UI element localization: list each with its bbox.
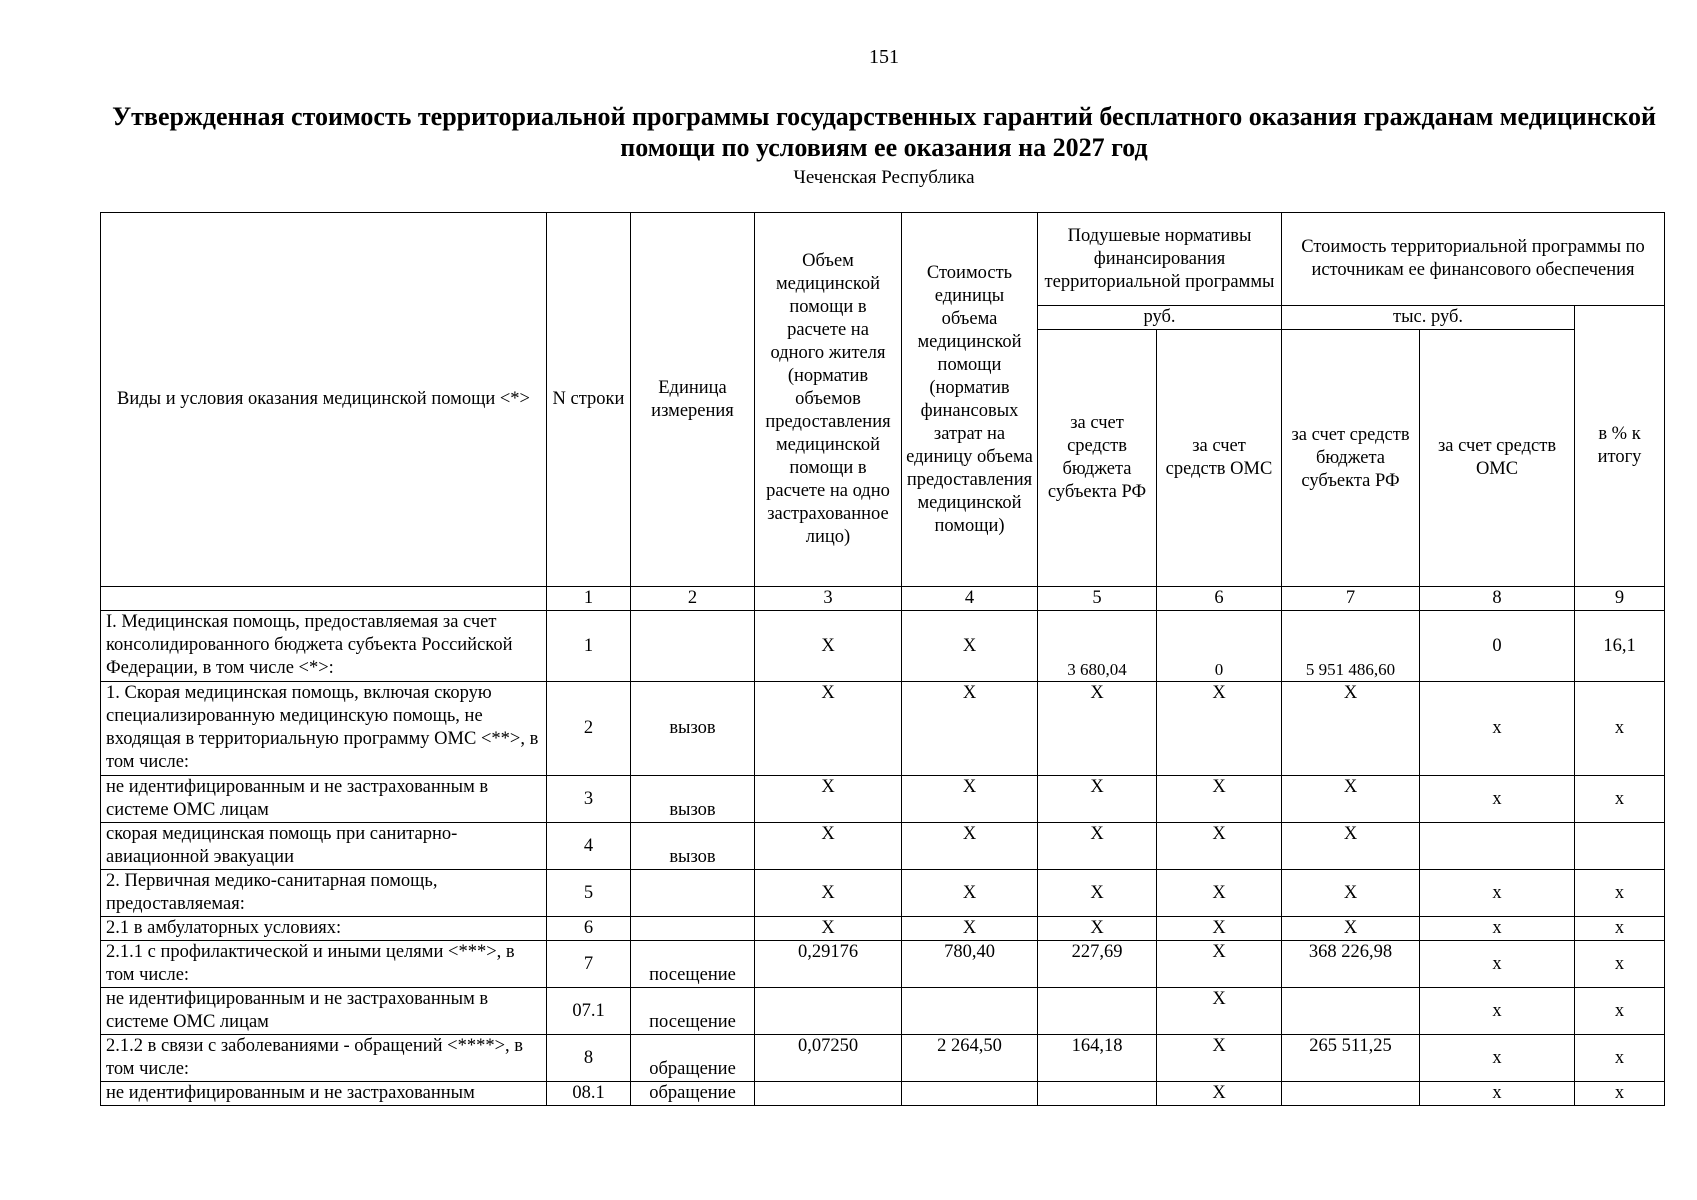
header-unit: Единица измерения [631, 213, 755, 587]
cell-cost-oms: х [1420, 776, 1575, 823]
cell-percent: х [1575, 776, 1665, 823]
cell-volume [755, 1082, 902, 1106]
row-name: 1. Скорая медицинская помощь, включая скорую специализированную медицинскую помощь, не входящая в территориальную программу ОМС <**>, в том числе: [101, 682, 547, 776]
cell-per-capita-budget [1038, 988, 1157, 1035]
table-row [101, 870, 1665, 917]
row-number: 6 [547, 917, 631, 941]
row-name: не идентифицированным и не застрахованным в системе ОМС лицам [101, 776, 547, 823]
row-number: 7 [547, 941, 631, 988]
cell-per-capita-oms: Х [1157, 823, 1282, 870]
cell-per-capita-budget: Х [1038, 776, 1157, 823]
header-volume: Объем медицинской помощи в расчете на одного жителя (норматив объемов предоставления медицинской помощи в расчете на одно застрахованное лицо) [755, 213, 902, 587]
page-number: 151 [869, 46, 899, 68]
cell-percent: х [1575, 1082, 1665, 1106]
cell-unit-cost: Х [902, 823, 1038, 870]
header-budget-rf: за счет средств бюджета субъекта РФ [1038, 330, 1157, 587]
header-oms: за счет средств ОМС [1157, 330, 1282, 587]
cell-per-capita-oms: Х [1157, 1082, 1282, 1106]
row-unit: вызов [631, 682, 755, 776]
row-name: не идентифицированным и не застрахованным в системе ОМС лицам [101, 988, 547, 1035]
cell-per-capita-oms: Х [1157, 682, 1282, 776]
table-row [101, 823, 1665, 870]
row-name: 2.1.2 в связи с заболеваниями - обращений <****>, в том числе: [101, 1035, 547, 1082]
header-row-number: N строки [547, 213, 631, 587]
cell-unit-cost [902, 1082, 1038, 1106]
cell-cost-budget [1282, 988, 1420, 1035]
cell-cost-oms: х [1420, 682, 1575, 776]
cell-per-capita-budget: 164,18 [1038, 1035, 1157, 1082]
cell-unit-cost: Х [902, 870, 1038, 917]
cell-cost-budget: Х [1282, 682, 1420, 776]
cell-volume: Х [755, 776, 902, 823]
table-row [101, 1082, 1665, 1106]
cell-cost-oms: х [1420, 1035, 1575, 1082]
cell-volume: 0,07250 [755, 1035, 902, 1082]
cell-per-capita-budget: 227,69 [1038, 941, 1157, 988]
column-number: 4 [902, 587, 1038, 611]
cell-volume: Х [755, 870, 902, 917]
row-unit: вызов [631, 823, 755, 870]
header-oms-2: за счет средств ОМС [1420, 330, 1575, 587]
cell-unit-cost [902, 988, 1038, 1035]
row-unit: посещение [631, 988, 755, 1035]
cell-per-capita-oms: Х [1157, 1035, 1282, 1082]
row-name: не идентифицированным и не застрахованным [101, 1082, 547, 1106]
cell-percent: х [1575, 988, 1665, 1035]
cell-percent: х [1575, 1035, 1665, 1082]
header-per-capita: Подушевые нормативы финансирования территориальной программы [1038, 213, 1282, 306]
column-number: 7 [1282, 587, 1420, 611]
cell-unit-cost: Х [902, 776, 1038, 823]
column-number: 2 [631, 587, 755, 611]
table-row [101, 682, 1665, 776]
header-thousand-rub: тыс. руб. [1282, 306, 1575, 330]
cell-cost-budget: Х [1282, 917, 1420, 941]
row-unit [631, 870, 755, 917]
cell-cost-budget: Х [1282, 823, 1420, 870]
column-number: 3 [755, 587, 902, 611]
header-percent: в % к итогу [1575, 306, 1665, 587]
column-number: 9 [1575, 587, 1665, 611]
cell-volume: Х [755, 682, 902, 776]
cell-cost-oms: 0 [1420, 611, 1575, 682]
column-number-blank [101, 587, 547, 611]
cell-unit-cost: Х [902, 917, 1038, 941]
header-budget-rf-2: за счет средств бюджета субъекта РФ [1282, 330, 1420, 587]
column-number: 5 [1038, 587, 1157, 611]
row-unit: вызов [631, 776, 755, 823]
cell-volume: Х [755, 611, 902, 682]
cell-per-capita-oms: Х [1157, 941, 1282, 988]
column-number: 6 [1157, 587, 1282, 611]
cell-volume: Х [755, 917, 902, 941]
cell-per-capita-oms: Х [1157, 870, 1282, 917]
cell-cost-budget: Х [1282, 870, 1420, 917]
cell-cost-budget: 5 951 486,60 [1282, 611, 1420, 682]
column-number: 8 [1420, 587, 1575, 611]
row-number: 08.1 [547, 1082, 631, 1106]
cell-per-capita-oms: 0 [1157, 611, 1282, 682]
header-rub: руб. [1038, 306, 1282, 330]
cell-per-capita-budget: Х [1038, 682, 1157, 776]
row-name: 2. Первичная медико-санитарная помощь, предоставляемая: [101, 870, 547, 917]
cell-per-capita-oms: Х [1157, 917, 1282, 941]
row-name: 2.1 в амбулаторных условиях: [101, 917, 547, 941]
row-number: 1 [547, 611, 631, 682]
row-number: 07.1 [547, 988, 631, 1035]
cell-per-capita-budget: Х [1038, 870, 1157, 917]
row-number: 4 [547, 823, 631, 870]
cell-cost-oms: х [1420, 1082, 1575, 1106]
column-number: 1 [547, 587, 631, 611]
cell-per-capita-budget: Х [1038, 917, 1157, 941]
header-unit-cost: Стоимость единицы объема медицинской помощи (норматив финансовых затрат на единицу объема предоставления медицинской помощи) [902, 213, 1038, 587]
cell-cost-oms: х [1420, 941, 1575, 988]
cell-volume: Х [755, 823, 902, 870]
cell-cost-oms [1420, 823, 1575, 870]
cell-percent: х [1575, 870, 1665, 917]
table-row [101, 917, 1665, 941]
region-subtitle: Чеченская Республика [793, 167, 975, 188]
row-unit [631, 611, 755, 682]
header-types: Виды и условия оказания медицинской помощи <*> [101, 213, 547, 587]
header-program-cost: Стоимость территориальной программы по источникам ее финансового обеспечения [1282, 213, 1665, 306]
row-number: 5 [547, 870, 631, 917]
cell-per-capita-budget: Х [1038, 823, 1157, 870]
cell-cost-budget: Х [1282, 776, 1420, 823]
cell-unit-cost: 2 264,50 [902, 1035, 1038, 1082]
cell-cost-budget: 368 226,98 [1282, 941, 1420, 988]
cell-per-capita-oms: Х [1157, 988, 1282, 1035]
cell-percent: х [1575, 941, 1665, 988]
row-unit: обращение [631, 1082, 755, 1106]
table-row [101, 941, 1665, 988]
cell-percent: х [1575, 682, 1665, 776]
row-unit [631, 917, 755, 941]
row-unit: обращение [631, 1035, 755, 1082]
table-row [101, 776, 1665, 823]
cell-unit-cost: Х [902, 611, 1038, 682]
cell-cost-oms: х [1420, 917, 1575, 941]
program-cost-table [100, 212, 1665, 1106]
row-number: 8 [547, 1035, 631, 1082]
table-row [101, 611, 1665, 682]
table-row [101, 1035, 1665, 1082]
cell-percent: х [1575, 917, 1665, 941]
table-row [101, 988, 1665, 1035]
cell-per-capita-budget [1038, 1082, 1157, 1106]
cell-unit-cost: 780,40 [902, 941, 1038, 988]
row-name: I. Медицинская помощь, предоставляемая за счет консолидированного бюджета субъекта Российской Федерации, в том числе <*>: [101, 611, 547, 682]
cell-cost-budget [1282, 1082, 1420, 1106]
cell-volume: 0,29176 [755, 941, 902, 988]
cell-cost-budget: 265 511,25 [1282, 1035, 1420, 1082]
cell-percent [1575, 823, 1665, 870]
row-unit: посещение [631, 941, 755, 988]
cell-cost-oms: х [1420, 870, 1575, 917]
cell-unit-cost: Х [902, 682, 1038, 776]
row-number: 3 [547, 776, 631, 823]
row-name: скорая медицинская помощь при санитарно-авиационной эвакуации [101, 823, 547, 870]
row-number: 2 [547, 682, 631, 776]
cell-per-capita-budget: 3 680,04 [1038, 611, 1157, 682]
cell-cost-oms: х [1420, 988, 1575, 1035]
row-name: 2.1.1 с профилактической и иными целями <***>, в том числе: [101, 941, 547, 988]
document-title: Утвержденная стоимость территориальной программы государственных гарантий бесплатного оказания гражданам медицинской помощи по условиям ее оказания на 2027 год [112, 102, 1656, 162]
cell-percent: 16,1 [1575, 611, 1665, 682]
cell-volume [755, 988, 902, 1035]
cell-per-capita-oms: Х [1157, 776, 1282, 823]
